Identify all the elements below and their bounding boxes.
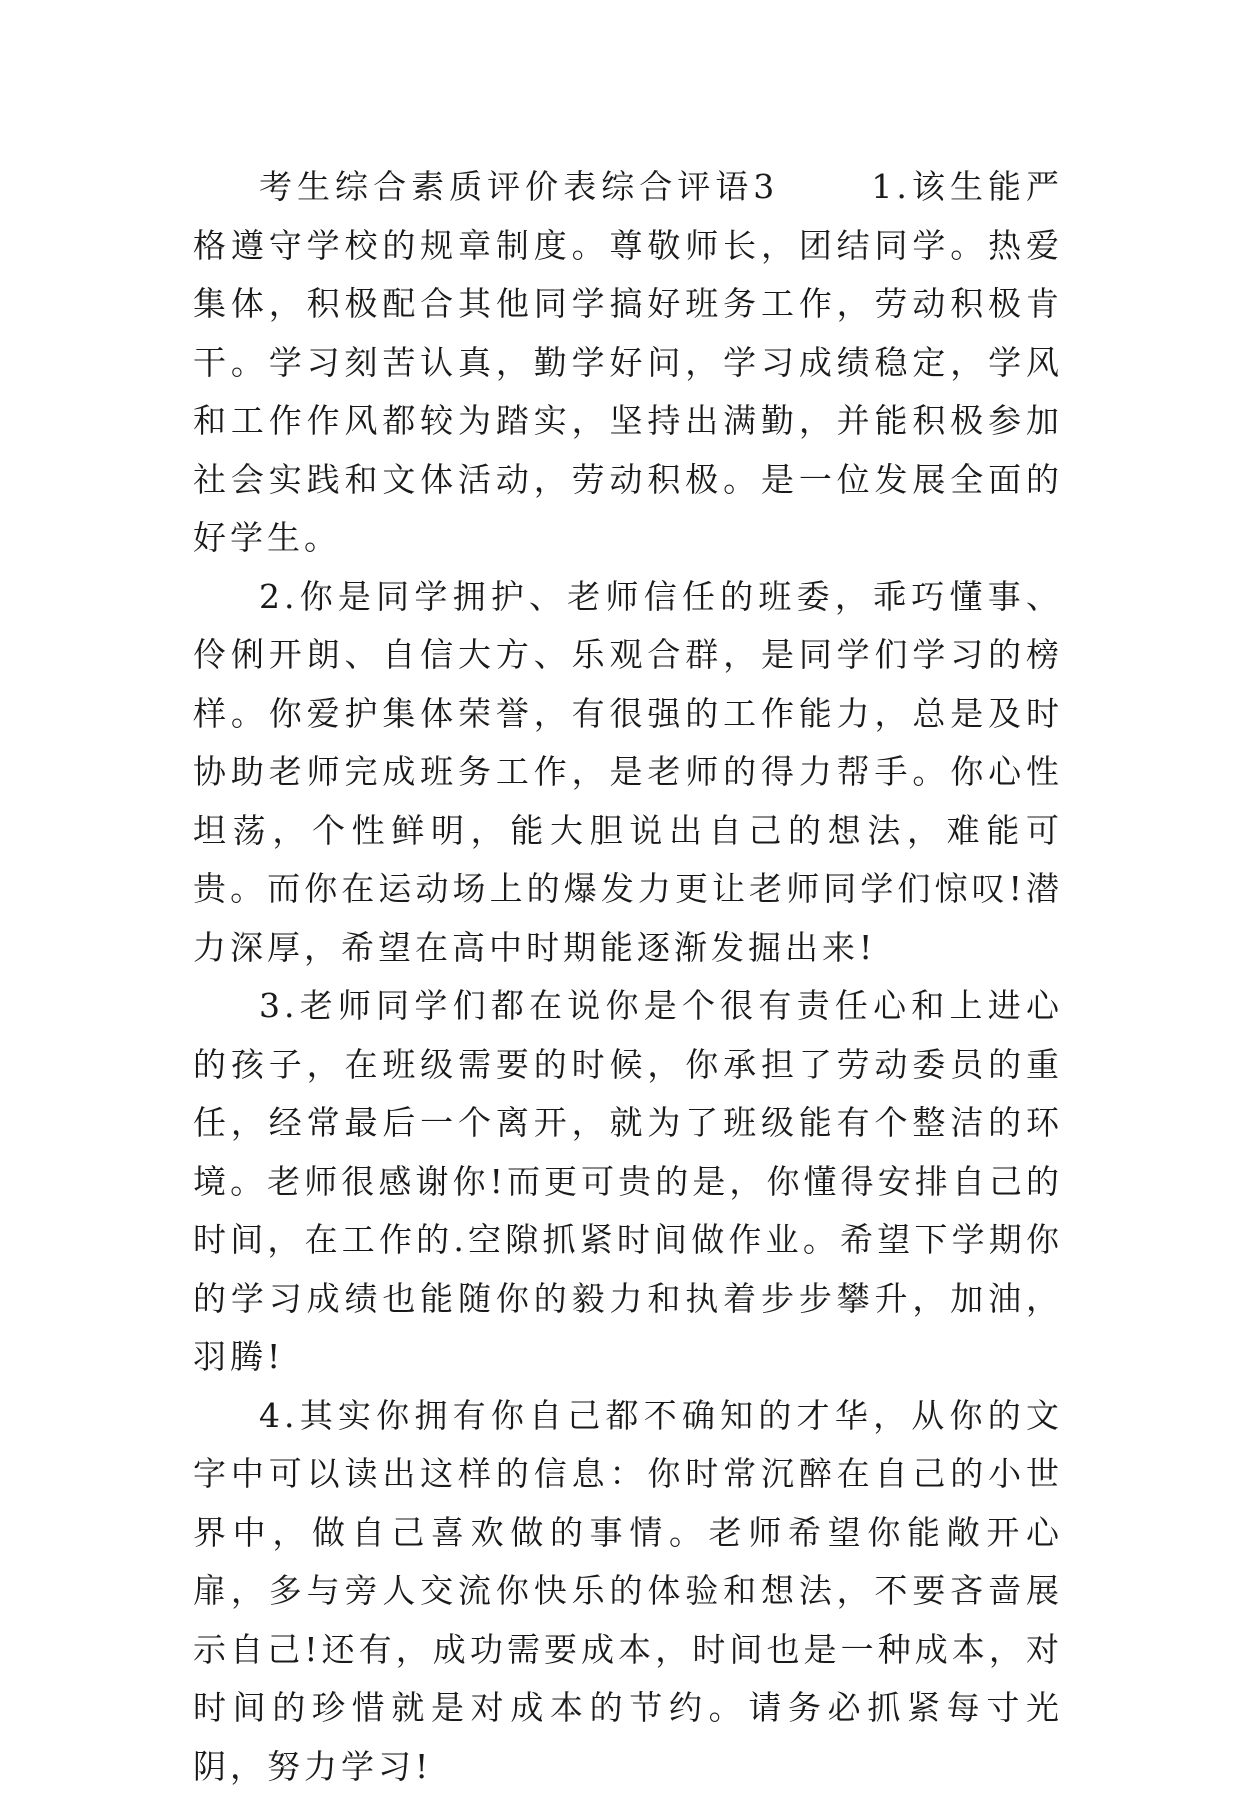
paragraph-4: 4.其实你拥有你自己都不确知的才华，从你的文字中可以读出这样的信息：你时常沉醉在自己的小世界中，做自己喜欢做的事情。老师希望你能敞开心扉，多与旁人交流你快乐的体验和想法，不要吝啬展示自己!还有，成功需要成本，时间也是一种成本，对时间的珍惜就是对成本的节约。请务必抓紧每寸光阴，努力学习! xyxy=(193,1387,1063,1796)
document-title: 考生综合素质评价表综合评语3 xyxy=(259,167,778,206)
document-body xyxy=(193,158,1063,1796)
paragraph-1 xyxy=(193,158,1063,568)
paragraph-3: 3.老师同学们都在说你是个很有责任心和上进心的孩子，在班级需要的时候，你承担了劳动委员的重任，经常最后一个离开，就为了班级能有个整洁的环境。老师很感谢你!而更可贵的是，你懂得安排自己的时间，在工作的.空隙抓紧时间做作业。希望下学期你的学习成绩也能随你的毅力和执着步步攀升，加油，羽腾! xyxy=(193,977,1063,1387)
paragraph-2: 2.你是同学拥护、老师信任的班委，乖巧懂事、伶俐开朗、自信大方、乐观合群，是同学们学习的榜样。你爱护集体荣誉，有很强的工作能力，总是及时协助老师完成班务工作，是老师的得力帮手。你心性坦荡，个性鲜明，能大胆说出自己的想法，难能可贵。而你在运动场上的爆发力更让老师同学们惊叹!潜力深厚，希望在高中时期能逐渐发掘出来! xyxy=(193,568,1063,978)
paragraph-1-text: 1.该生能严格遵守学校的规章制度。尊敬师长，团结同学。热爱集体，积极配合其他同学搞好班务工作，劳动积极肯干。学习刻苦认真，勤学好问，学习成绩稳定，学风和工作作风都较为踏实，坚持出满勤，并能积极参加社会实践和文体活动，劳动积极。是一位发展全面的好学生。 xyxy=(193,167,1063,557)
